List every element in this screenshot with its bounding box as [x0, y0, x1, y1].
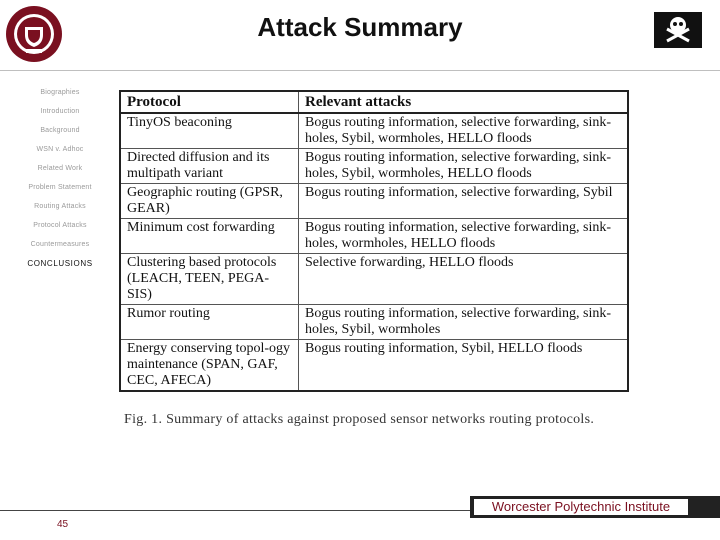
nav-item-routing-attacks[interactable]: Routing Attacks [34, 203, 86, 210]
page-number: 45 [57, 519, 69, 530]
footer-divider [0, 510, 470, 511]
attacks-cell: Bogus routing information, selective forwarding, sink-holes, Sybil, wormholes [299, 305, 629, 340]
nav-item-background[interactable]: Background [40, 127, 80, 134]
nav-item-countermeasures[interactable]: Countermeasures [30, 241, 90, 248]
attacks-cell: Bogus routing information, selective forwarding, sink-holes, Sybil, wormholes, HELLO floods [299, 113, 629, 149]
table-row [120, 340, 628, 392]
table-row [120, 113, 628, 149]
nav-item-wsn-v-adhoc[interactable]: WSN v. Adhoc [36, 146, 84, 153]
institute-name: Worcester Polytechnic Institute [474, 499, 688, 515]
table-row [120, 254, 628, 305]
protocol-cell: Clustering based protocols (LEACH, TEEN, PEGA-SIS) [120, 254, 299, 305]
table-header-row [120, 91, 628, 113]
nav-item-biographies[interactable]: Biographies [40, 89, 80, 96]
figure-caption: Fig. 1. Summary of attacks against proposed sensor networks routing protocols. [124, 412, 595, 427]
table-row [120, 305, 628, 340]
page-title: Attack Summary [257, 12, 463, 42]
nav-item-conclusions[interactable]: CONCLUSIONS [27, 259, 93, 268]
table-row [120, 184, 628, 219]
skull-and-crossbones-icon [654, 12, 702, 48]
column-header-relevant-attacks: Relevant attacks [299, 91, 629, 113]
attacks-cell: Bogus routing information, selective forwarding, Sybil [299, 184, 629, 219]
protocol-cell: Geographic routing (GPSR, GEAR) [120, 184, 299, 219]
protocol-cell: Minimum cost forwarding [120, 219, 299, 254]
attacks-cell: Bogus routing information, selective forwarding, sink-holes, Sybil, wormholes, HELLO floods [299, 149, 629, 184]
column-header-protocol: Protocol [120, 91, 299, 113]
table-row [120, 149, 628, 184]
attack-summary-table [119, 90, 629, 392]
attacks-cell: Bogus routing information, Sybil, HELLO floods [299, 340, 629, 392]
header-divider [0, 70, 720, 71]
attacks-cell: Selective forwarding, HELLO floods [299, 254, 629, 305]
attacks-cell: Bogus routing information, selective forwarding, sink-holes, wormholes, HELLO floods [299, 219, 629, 254]
nav-item-problem-statement[interactable]: Problem Statement [28, 184, 92, 191]
attack-summary-figure [119, 90, 629, 392]
protocol-cell: Directed diffusion and its multipath variant [120, 149, 299, 184]
protocol-cell: Energy conserving topol-ogy maintenance (SPAN, GAF, CEC, AFECA) [120, 340, 299, 392]
protocol-cell: Rumor routing [120, 305, 299, 340]
protocol-cell: TinyOS beaconing [120, 113, 299, 149]
nav-item-related-work[interactable]: Related Work [37, 165, 83, 172]
section-nav [10, 83, 110, 273]
nav-item-introduction[interactable]: Introduction [40, 108, 80, 115]
table-row [120, 219, 628, 254]
nav-item-protocol-attacks[interactable]: Protocol Attacks [33, 222, 87, 229]
